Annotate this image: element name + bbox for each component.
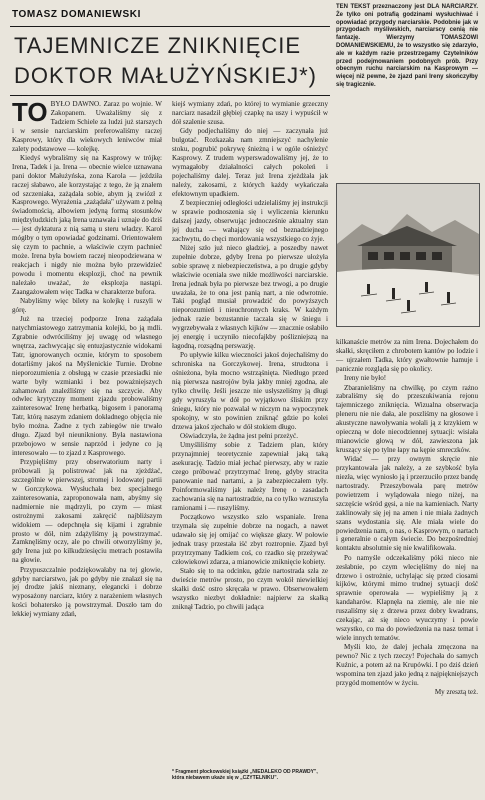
- paragraph: Myśli kto, że dalej jechała zmęczona na pewno? Nic z tych rzeczy! Pojechała do samych Kuźnic, a potem aż na Krupówki. I po dziś dzień wspomina ten zjazd jako jedną z najpiękniejszych przygód momentów w życiu.: [336, 643, 478, 687]
- paragraph: kilkanaście metrów za nim Irena. Dojechałem do skałki, skręciłem z chrobotem kantów po lodzie i — ujrzałem Tadka, który gwałtownie hamuje i panicznie rozgląda się po okolicy.: [336, 338, 478, 373]
- article-column-2: [172, 100, 328, 790]
- title-line-2: DOKTOR MAŁUŻYŃSKIEJ*): [14, 63, 317, 88]
- intro-text: TEN TEKST przeznaczony jest DLA NARCIARZY. Że tylko oni potrafią godzinami wysłuchiwać i opowiadać przygody narciarskie. Podobnie jak w przygodach myśliwskich, narciarscy cenią nie fantazję. Wierzymy TOMASZOWI DOMANIEWSKIEMU, że to wszystko się zdarzyło, ale w każdym razie przestrzegamy Czytelników przed podejmowaniem podobnych prób. Przy obecnym ruchu narciarskim na Kasprowym — więcej niż pewne, że zjazd pani Ireny skończyłby się tragicznie.: [336, 4, 478, 88]
- drop-cap: TO: [12, 100, 48, 127]
- paragraph: Niżej szło już nieco gładziej, a poszedby nawet zupełnie dobrze, gdyby Irena po pierwsze ułożyła sobie sprawę z niebezpieczeństwa, a po drugie gdyby właściwie oceniała swe nikłe możliwości narciarskie. Irena jednak była po pierwsze bez trwogi, a po drugie uważała, że to ona jest panią nart, a nie odwrotnie. Taki pogląd musiał prowadzić do powyższych nieporozumień i nieuchronnych kraks. W każdym jednak razie bezustannie taczała się w śniegu i wygrzebywała z własnych kijków — znacznie osłabiło jej energię i uczyniło niecofajkby poślizniejszą na łagodną, rozsądną perswazję.: [172, 244, 328, 350]
- paragraph: TO BYŁO DAWNO. Zaraz po wojnie. W Zakopanem. Uważaliśmy się z Tadziem Schiele za ludzi już starszych i w sensie narciarskim preferowaliśmy raczej Kasprowy, który dla wiekowych leniwców miał zalety podstawowe — kolejkę.: [12, 100, 162, 153]
- paragraph: Kiedyś wybraliśmy się na Kasprowy w trójkę: Irena, Tadek i ja. Irena — obecnie wielce uznawana pani doktor Małużyńska, zona Karola — jeździła raczej słabawo, ale korzystając z tego, że ją znałem od szczeniaka, zażądała sobie, abym ją zwiózł z Kasprowego. Wyrażenia „zażądała" używam z pełną świadomością, albowiem jedyną formą stosunków międzyludzkich jaką Irena uznawała i uznaje do dziś — jest dyktatura z nią samą u steru władzy. Karol mógłby o tym opowiadać godzinami. Orientowałem się czym to pachnie, a właściwie czym pachnieć może. Irena była bowiem raczej nieopodziewana w reakcjach i nigdy nie można było przewidzieć powodu i momentu eksplozji, choć na pewnik należało uważać, że eksplozja nastąpi. Zaangażowałem więc Tadka w charakterze bufora.: [12, 153, 162, 296]
- title-line-1: TAJEMNICZE ZNIKNIĘCIE: [14, 33, 302, 58]
- paragraph: Przypięliśmy przy obserwatorium narty i próbowali ją polistrować jak na zjeżdżać, szczególnie w pierwszej, stromej i lodowatej partii w Gorczykowa. Wysłuchała bez specjalnego zainteresowania, zaproponowała nam, abyśmy się nadmiernie nie mądrzyli, po czym — miast ostrożnymi zakosami zakręcić najbliższym widokiem — odepchnęła się kijami i zgrabnie prosto w dół, nim zdążyliśmy ją powstrzymać. Zamknęliśmy oczy, ale po chwili otworzyliśmy je, gdy Irena już po kilkudziesięciu metrach postawiła na głowie.: [12, 458, 162, 565]
- paragraph: kiejś wymiany zdań, po której to wymianie grzeczny narciarz nasadził głębiej czapkę na uszy i wypuścił w dół szalenie szusa.: [172, 100, 328, 126]
- paragraph: Zbaranieliśmy na chwilkę, po czym rażno zabraliśmy się do przeszukiwania rejonu tajemniczego zniknięcia. Wizualna obserwacja pleneru nie nie dała, ale poszliśmy na głosowe i akustyczne nawoływania wołali ją z krzykiem w opieczną w dole niecodziennej sytuacji: wisiała mianowicie głową w dół, zawieszona jak kruszący się po tylne łapy na kępie smreczków.: [336, 383, 478, 454]
- paragraph: Stało się to na odcinku, gdzie nartostrada szła ze dwieście metrów prosto, po czym wokół niewielkiej skałki dość ostro skręcała w prawo. Obserwowałem wszystko niezbyt dokładnie: najpierw za skałką zniknął Tadzio, po chwili jadąca: [172, 567, 328, 611]
- article-title: [10, 26, 330, 96]
- article-column-3: [336, 338, 478, 790]
- author-name: TOMASZ DOMANIEWSKI: [12, 9, 141, 20]
- footnote: * Fragment płockowskiej książki „NIEDALEKO OD PRAWDY", która niebawem ukaże się w „CZYTELNIKU".: [172, 769, 318, 781]
- paragraph: Z bezpieczniej odległości udzielaliśmy jej instrukcji w sprawie podnoszenia się i wyliczenia kierunku dalszej jazdy, obserwując jednocześnie aktualny stan jej ducha — wahający się od beznadziejnego zachwytu, do chęci mordowania wszystkiego co żyje.: [172, 198, 328, 243]
- ski-station-photo: [336, 183, 480, 327]
- paragraph: My zresztą też.: [434, 688, 478, 697]
- paragraph: Oświadczyła, że żądna jest pełni przeżyć.: [180, 432, 298, 441]
- paragraph: Już na trzeciej podporze Irena zażądała natychmiastowego zatrzymania kolejki, bo ją mdli. Zgrabnie odwróciliśmy jej uwagę od własnego wnętrza, zachwycając się entuzjastycznie widokami Tatr, ignorowanych ocznie, którym to sposobem dotarliśmy jakoś na Myślenickie Turnie. Drobne nieporozumienia z obsługą w czasie przesiadki nie warte były wzmianki i bez poważniejszych zahamowań znaleźliśmy się na szczycie. Aby odwlec krytyczny moment zjazdu probowaliśmy zainteresować Irenę herbatką, bigosem i panoramą Tatr, którą naszym zdaniem dokładnego objęcia nie było można. Żadne z tych zabiegów nie trwało długo. Zjazd był nieunikniony. Była nastawiona przebojowo w sensie naprzód i jedyne co ją interesowało — to zjazd z Kasprowego.: [12, 315, 162, 457]
- article-column-1: [12, 100, 162, 786]
- paragraph: Początkowo wszystko szło wspaniale. Irena trzymała się zupełnie dobrze na nogach, a nawet udawało się jej omijać co większe głazy. W połowie jednak trasy przestała iść zbyt roztropnie. Zjazd był przytrzymany Tadkiem coś, co rzadko się przeżywać człowiekowi zdarza, a mianowicie zniknięcie kobiety.: [172, 513, 328, 566]
- paragraph: Po upływie kilku wieczności jakoś dojechaliśmy do schroniska na Gorczykowej. Irena, strudzona i ośnieżona, była mocno wstrząśnięta. Niedługo przed nią pierwsza nastrojów była jakby mniej zgodna, ale tylko chwilę. Jeśli jeszcze nie usłyszeliśmy ją długi gdy wyruszyła w dół po wyjątkowo śliskim przy śniegu, który nie pozwalał w niczym na wypoczynek spokojny, w sto powinien zniknąć gdzie po kolei drzewa jakoś zjechało w dół stokiem długo.: [172, 351, 328, 431]
- paragraph: Umyśliliśmy sobie z Tadziem plan, który przynajmniej teoretycznie zapewniał jaką taką asekurację. Tadzio miał jechać pierwszy, aby w razie czego próbować przytrzymać Irenę, gdyby stracita panowanie nad nartami, a ja zabezpieczałem tyły. Poinformowaliśmy jak należy Irenę o zasadach zachowania się na nartostradzie, na co tylko wzruszyła ramionami i — ruszyliśmy.: [172, 441, 328, 512]
- paragraph: Widać — przy ownym skręcie nie przykantowała jak należy, a ze szybkość była niezła, więc wyniosło ją i przerzuciło przez bandę nartostrady. Przeszybowała parę metrów powietrzem i wylądowała niego niżej, na szczęście wśród gęsi, a nie na kamieniach. Narty zaklinowały się jej na amen i nie miała żadnych szans wydostania się. Ale miała wiele do powiedzenia nam, o nas, o Kasprowym, o nartach i generalnie o całym świecie. Do bezpośredniej kontaktu absolutnie się nie kwalifikowała.: [336, 455, 478, 553]
- photo-caption: [336, 325, 478, 337]
- paragraph: Ireny nie było!: [344, 374, 387, 383]
- paragraph: Przypuszczalnie podziękowałaby na tej głowie, gdyby narciarstwo, jak po gdyby nie znalazł się na jej drodze jakiś nieznany, elegancki i dobrze wyposażony narciarz, który z narażeniem własnych kości bohatersko ją powstrzymał. Doszło tam do lekkiej wymiany zdań,: [12, 565, 162, 619]
- paragraph: Gdy podjechaliśmy do niej — zaczynała już bulgotać. Rozkazała nam zmniejszyć nachylenie stoku, pogrubić pokrywę śnieżną i w ogóle ośnieżyć Kasprowy. Z trudem wyperswadowaliśmy jej, że to wymagałoby działalności całych pokoleń i pojechaliśmy dalej. Teraz już Irena zjeżdżała jak należy, zakosami, z których każdy wykańczała efektownym upadkiem.: [172, 127, 328, 198]
- paragraph: Nabyliśmy więc bilety na kolejkę i ruszyli w górę.: [12, 296, 162, 314]
- paragraph: Po namyśle odczekaliśmy póki nieco nie zesłabnie, po czym wlecięliśmy do niej na drzewo i ostrożnie, uchylając się przed ciosami kijków, którymi mimo trudnej sytuacji dość sprawnie operowała — wypieliśmy ją z kandaharów. Klapnęła na ziemię, ale nie nie ruszaliśmy się z drzewa przez dobry kwadrans, czekając, aż się nieco wyuczymy i powie wszystko, co ma do powiedzenia na nasz temat i wiele innych tematów.: [336, 553, 478, 642]
